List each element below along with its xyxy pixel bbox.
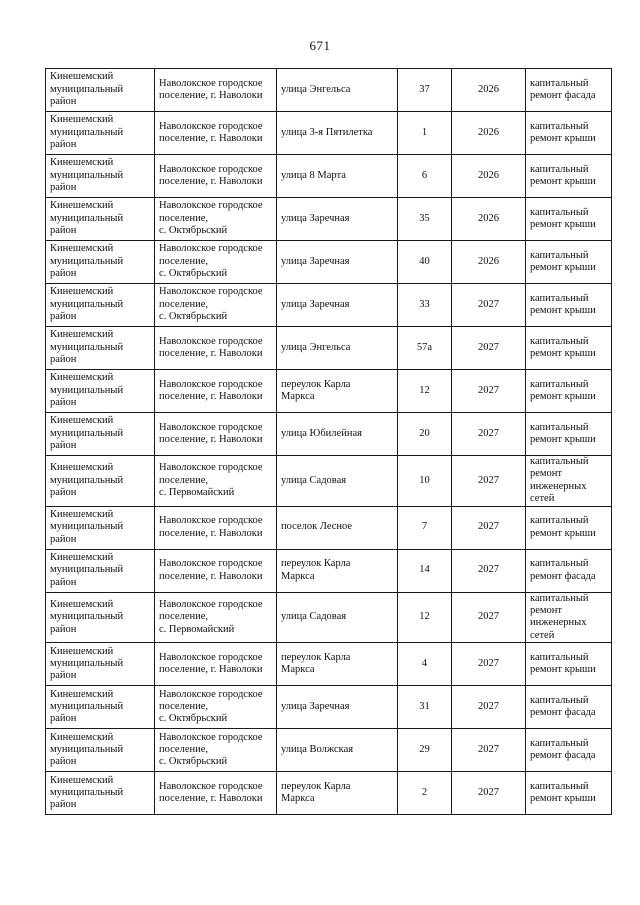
planned-year-cell-text: 2027 <box>478 658 499 670</box>
settlement-cell-text: Наволокское городское поселение, г. Наволоки <box>159 421 263 445</box>
planned-year-cell <box>452 198 526 241</box>
work-type-cell <box>526 241 612 284</box>
planned-year-cell-text: 2027 <box>478 701 499 713</box>
work-type-cell-text: капитальный ремонт крыши <box>530 651 596 676</box>
municipal-district-cell-text: Кинешемский муниципальный район <box>50 509 124 545</box>
planned-year-cell-text: 2027 <box>478 744 499 756</box>
municipal-district-cell <box>46 413 155 456</box>
municipal-district-cell <box>46 284 155 327</box>
settlement-cell <box>155 327 277 370</box>
street-cell-text: улица Садовая <box>281 611 347 623</box>
municipal-district-cell-text: Кинешемский муниципальный район <box>50 552 124 588</box>
work-type-cell <box>526 413 612 456</box>
planned-year-cell <box>452 686 526 729</box>
municipal-district-cell-text: Кинешемский муниципальный район <box>50 774 124 811</box>
municipal-district-cell-text: Кинешемский муниципальный район <box>50 645 124 682</box>
municipal-district-cell <box>46 370 155 413</box>
settlement-cell-text: Наволокское городское поселение, с. Октябрьский <box>159 688 263 725</box>
street-cell <box>277 241 398 284</box>
settlement-cell <box>155 729 277 772</box>
work-type-cell-text: капитальный ремонт крыши <box>530 163 596 187</box>
planned-year-cell <box>452 69 526 112</box>
work-type-cell <box>526 370 612 413</box>
street-cell-text: улица Заречная <box>281 298 350 310</box>
municipal-district-cell-text: Кинешемский муниципальный район <box>50 329 124 366</box>
street-cell <box>277 729 398 772</box>
work-type-cell <box>526 643 612 686</box>
municipal-district-cell <box>46 327 155 370</box>
street-cell-text: улица Заречная <box>281 701 350 713</box>
street-cell-text: поселок Лесное <box>281 521 353 533</box>
table-row <box>46 729 612 772</box>
table-row <box>46 772 612 815</box>
work-type-cell <box>526 198 612 241</box>
street-cell <box>277 284 398 327</box>
planned-year-cell-text: 2027 <box>478 427 499 439</box>
settlement-cell <box>155 198 277 241</box>
street-cell <box>277 413 398 456</box>
work-type-cell <box>526 155 612 198</box>
settlement-cell <box>155 592 277 643</box>
house-number-cell-text: 57а <box>416 341 433 353</box>
municipal-district-cell-text: Кинешемский муниципальный район <box>50 71 124 108</box>
municipal-district-cell <box>46 155 155 198</box>
table-row <box>46 549 612 592</box>
municipal-district-cell <box>46 198 155 241</box>
street-cell-text: улица Юбилейная <box>281 427 362 439</box>
planned-year-cell-text: 2026 <box>478 212 499 224</box>
settlement-cell <box>155 284 277 327</box>
work-type-cell-text: капитальный ремонт крыши <box>530 335 596 359</box>
work-type-cell-text: капитальный ремонт фасада <box>530 77 596 101</box>
street-cell <box>277 643 398 686</box>
work-type-cell-text: капитальный ремонт крыши <box>530 249 596 273</box>
work-type-cell <box>526 686 612 729</box>
street-cell <box>277 506 398 549</box>
settlement-cell <box>155 241 277 284</box>
planned-year-cell <box>452 241 526 284</box>
settlement-cell <box>155 643 277 686</box>
street-cell <box>277 370 398 413</box>
table-row <box>46 155 612 198</box>
planned-year-cell <box>452 155 526 198</box>
house-number-cell <box>398 370 452 413</box>
table-row <box>46 592 612 643</box>
house-number-cell <box>398 506 452 549</box>
table-row <box>46 284 612 327</box>
table-row <box>46 241 612 284</box>
municipal-district-cell-text: Кинешемский муниципальный район <box>50 598 124 635</box>
street-cell-text: переулок Карла Маркса <box>281 558 351 582</box>
house-number-cell <box>398 643 452 686</box>
house-number-cell-text: 4 <box>421 658 428 670</box>
settlement-cell <box>155 155 277 198</box>
work-type-cell <box>526 327 612 370</box>
street-cell-text: улица 3-я Пятилетка <box>281 126 373 138</box>
municipal-district-cell <box>46 592 155 643</box>
work-type-cell <box>526 69 612 112</box>
street-cell-text: переулок Карла Маркса <box>281 780 351 805</box>
house-number-cell-text: 14 <box>419 564 430 576</box>
table-row <box>46 112 612 155</box>
house-number-cell <box>398 772 452 815</box>
house-number-cell-text: 10 <box>419 474 430 486</box>
house-number-cell <box>398 592 452 643</box>
settlement-cell <box>155 686 277 729</box>
work-type-cell-text: капитальный ремонт фасада <box>530 694 596 719</box>
planned-year-cell-text: 2027 <box>478 474 499 486</box>
municipal-district-cell <box>46 241 155 284</box>
house-number-cell-text: 12 <box>419 384 430 396</box>
settlement-cell-text: Наволокское городское поселение, г. Наволоки <box>159 651 263 676</box>
planned-year-cell-text: 2027 <box>478 384 499 396</box>
planned-year-cell <box>452 413 526 456</box>
table-row <box>46 643 612 686</box>
work-type-cell-text: капитальный ремонт крыши <box>530 378 596 402</box>
work-type-cell-text: капитальный ремонт крыши <box>530 206 596 230</box>
settlement-cell <box>155 413 277 456</box>
settlement-cell <box>155 69 277 112</box>
planned-year-cell-text: 2026 <box>478 126 499 138</box>
planned-year-cell <box>452 549 526 592</box>
house-number-cell-text: 37 <box>419 83 430 95</box>
work-type-cell <box>526 592 612 643</box>
table-row <box>46 686 612 729</box>
settlement-cell-text: Наволокское городское поселение, с. Первомайский <box>159 462 263 499</box>
settlement-cell-text: Наволокское городское поселение, г. Наволоки <box>159 77 263 101</box>
planned-year-cell-text: 2027 <box>478 341 499 353</box>
municipal-district-cell-text: Кинешемский муниципальный район <box>50 372 124 409</box>
street-cell <box>277 327 398 370</box>
planned-year-cell-text: 2027 <box>478 564 499 576</box>
municipal-district-cell-text: Кинешемский муниципальный район <box>50 157 124 194</box>
municipal-district-cell <box>46 69 155 112</box>
municipal-district-cell <box>46 772 155 815</box>
street-cell-text: улица Энгельса <box>281 83 351 95</box>
house-number-cell-text: 12 <box>419 611 430 623</box>
settlement-cell-text: Наволокское городское поселение, г. Наволоки <box>159 163 263 187</box>
planned-year-cell-text: 2027 <box>478 298 499 310</box>
street-cell-text: переулок Карла Маркса <box>281 651 351 676</box>
work-type-cell-text: капитальный ремонт крыши <box>530 515 596 539</box>
settlement-cell-text: Наволокское городское поселение, с. Первомайский <box>159 598 263 635</box>
street-cell <box>277 198 398 241</box>
work-type-cell-text: капитальный ремонт инженерных сетей <box>530 592 589 641</box>
house-number-cell <box>398 69 452 112</box>
house-number-cell-text: 6 <box>421 169 428 181</box>
street-cell <box>277 112 398 155</box>
municipal-district-cell-text: Кинешемский муниципальный район <box>50 286 124 323</box>
street-cell <box>277 549 398 592</box>
planned-year-cell-text: 2026 <box>478 83 499 95</box>
street-cell <box>277 456 398 507</box>
house-number-cell-text: 20 <box>419 427 430 439</box>
work-type-cell-text: капитальный ремонт фасада <box>530 558 596 582</box>
work-type-cell-text: капитальный ремонт инженерных сетей <box>530 456 589 505</box>
work-type-cell-text: капитальный ремонт фасада <box>530 737 596 762</box>
settlement-cell-text: Наволокское городское поселение, с. Октябрьский <box>159 731 263 768</box>
work-type-cell <box>526 284 612 327</box>
settlement-cell-text: Наволокское городское поселение, г. Наволоки <box>159 780 263 805</box>
work-type-cell-text: капитальный ремонт крыши <box>530 780 596 805</box>
municipal-district-cell <box>46 456 155 507</box>
settlement-cell-text: Наволокское городское поселение, с. Октябрьский <box>159 243 263 280</box>
street-cell-text: улица 8 Марта <box>281 169 346 181</box>
work-type-cell <box>526 456 612 507</box>
street-cell <box>277 772 398 815</box>
work-type-cell-text: капитальный ремонт крыши <box>530 120 596 144</box>
street-cell-text: переулок Карла Маркса <box>281 378 351 402</box>
planned-year-cell-text: 2027 <box>478 521 499 533</box>
work-type-cell <box>526 506 612 549</box>
municipal-district-cell <box>46 686 155 729</box>
planned-year-cell <box>452 729 526 772</box>
work-type-cell <box>526 772 612 815</box>
planned-year-cell-text: 2026 <box>478 255 499 267</box>
house-number-cell-text: 31 <box>419 701 430 713</box>
house-number-cell <box>398 284 452 327</box>
settlement-cell <box>155 112 277 155</box>
work-type-cell <box>526 549 612 592</box>
settlement-cell-text: Наволокское городское поселение, г. Наволоки <box>159 558 263 582</box>
house-number-cell <box>398 112 452 155</box>
planned-year-cell <box>452 772 526 815</box>
street-cell-text: улица Заречная <box>281 212 350 224</box>
municipal-district-cell <box>46 549 155 592</box>
house-number-cell <box>398 413 452 456</box>
page-number: 671 <box>309 38 331 53</box>
municipal-district-cell-text: Кинешемский муниципальный район <box>50 415 124 452</box>
planned-year-cell-text: 2026 <box>478 169 499 181</box>
table-body <box>46 69 612 815</box>
house-number-cell-text: 1 <box>421 126 428 138</box>
municipal-district-cell-text: Кинешемский муниципальный район <box>50 462 124 499</box>
house-number-cell-text: 2 <box>421 787 428 799</box>
house-number-cell <box>398 327 452 370</box>
settlement-cell <box>155 549 277 592</box>
work-type-cell-text: капитальный ремонт крыши <box>530 421 596 445</box>
municipal-district-cell <box>46 506 155 549</box>
house-number-cell <box>398 456 452 507</box>
street-cell-text: улица Садовая <box>281 474 347 486</box>
work-type-cell-text: капитальный ремонт крыши <box>530 292 596 316</box>
municipal-district-cell-text: Кинешемский муниципальный район <box>50 114 124 151</box>
planned-year-cell <box>452 506 526 549</box>
planned-year-cell-text: 2027 <box>478 787 499 799</box>
settlement-cell <box>155 456 277 507</box>
settlement-cell-text: Наволокское городское поселение, г. Наволоки <box>159 120 263 144</box>
planned-year-cell-text: 2027 <box>478 611 499 623</box>
house-number-cell-text: 35 <box>419 212 430 224</box>
street-cell-text: улица Заречная <box>281 255 350 267</box>
house-number-cell-text: 33 <box>419 298 430 310</box>
table-row <box>46 69 612 112</box>
street-cell <box>277 592 398 643</box>
settlement-cell <box>155 370 277 413</box>
street-cell <box>277 69 398 112</box>
planned-year-cell <box>452 112 526 155</box>
table-row <box>46 413 612 456</box>
municipal-district-cell <box>46 643 155 686</box>
house-number-cell <box>398 729 452 772</box>
municipal-district-cell <box>46 729 155 772</box>
house-number-cell-text: 7 <box>421 521 428 533</box>
house-number-cell <box>398 241 452 284</box>
work-type-cell <box>526 112 612 155</box>
house-number-cell <box>398 686 452 729</box>
planned-year-cell <box>452 592 526 643</box>
planned-year-cell <box>452 456 526 507</box>
table-row <box>46 506 612 549</box>
settlement-cell-text: Наволокское городское поселение, с. Октябрьский <box>159 200 263 237</box>
repair-schedule-table <box>45 68 612 815</box>
settlement-cell <box>155 506 277 549</box>
street-cell-text: улица Волжская <box>281 744 354 756</box>
planned-year-cell <box>452 370 526 413</box>
planned-year-cell <box>452 643 526 686</box>
table-row <box>46 327 612 370</box>
settlement-cell-text: Наволокское городское поселение, г. Наволоки <box>159 335 263 359</box>
settlement-cell <box>155 772 277 815</box>
municipal-district-cell-text: Кинешемский муниципальный район <box>50 243 124 280</box>
house-number-cell <box>398 549 452 592</box>
street-cell <box>277 686 398 729</box>
street-cell-text: улица Энгельса <box>281 341 351 353</box>
planned-year-cell <box>452 327 526 370</box>
work-type-cell <box>526 729 612 772</box>
table-row <box>46 456 612 507</box>
settlement-cell-text: Наволокское городское поселение, г. Наволоки <box>159 515 263 539</box>
house-number-cell <box>398 198 452 241</box>
table-row <box>46 370 612 413</box>
house-number-cell-text: 29 <box>419 744 430 756</box>
house-number-cell-text: 40 <box>419 255 430 267</box>
house-number-cell <box>398 155 452 198</box>
municipal-district-cell-text: Кинешемский муниципальный район <box>50 688 124 725</box>
settlement-cell-text: Наволокское городское поселение, г. Наволоки <box>159 378 263 402</box>
municipal-district-cell <box>46 112 155 155</box>
planned-year-cell <box>452 284 526 327</box>
settlement-cell-text: Наволокское городское поселение, с. Октябрьский <box>159 286 263 323</box>
table-row <box>46 198 612 241</box>
municipal-district-cell-text: Кинешемский муниципальный район <box>50 731 124 768</box>
street-cell <box>277 155 398 198</box>
municipal-district-cell-text: Кинешемский муниципальный район <box>50 200 124 237</box>
